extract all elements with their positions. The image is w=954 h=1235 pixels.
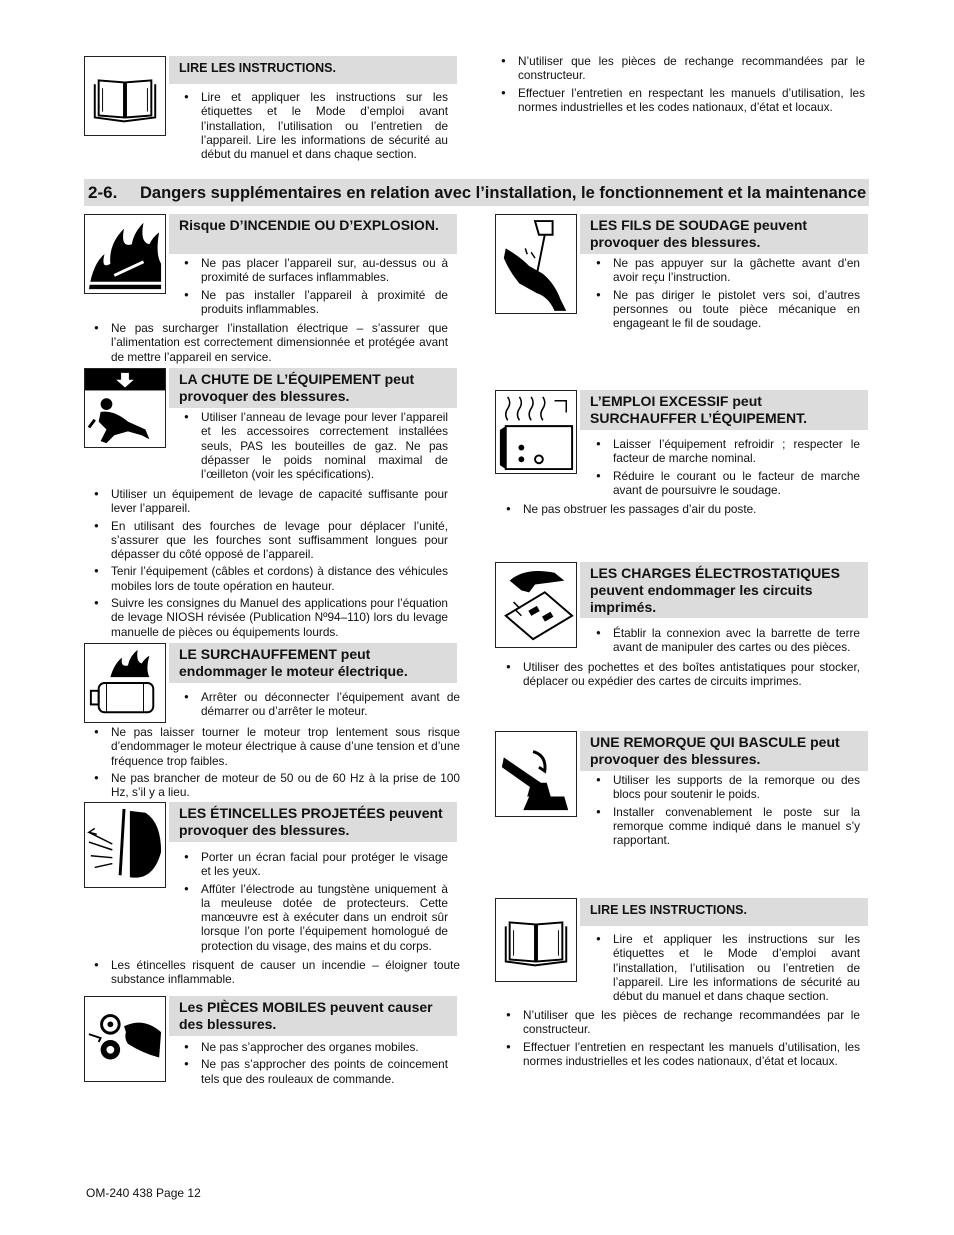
falling-equipment-full-list [94, 487, 448, 642]
list-item: ● En utilisant des fourches de levage pour déplacer l’unité, s’assurer que les fourches sont suffisamment longues pour dépasser du côté opposé de l’appareil. [94, 519, 448, 562]
falling-equipment-list [184, 410, 448, 484]
static-discharge-header: LES CHARGES ÉLECTROSTATIQUES peuvent endommager les circuits imprimés. [580, 562, 868, 618]
fire-header: Risque D’INCENDIE OU D’EXPLOSION. [169, 214, 457, 254]
motor-overheat-full-list [94, 725, 460, 802]
list-item: ● Ne pas obstruer les passages d’air du poste. [506, 502, 860, 516]
welding-wire-icon [495, 214, 577, 314]
equipment-overheat-full-list [506, 502, 860, 519]
list-item: ● Ne pas surcharger l’installation électrique – s’assurer que l’alimentation est correctement dimensionnée et protégée avant de mettre l’appareil en service. [94, 321, 448, 364]
fire-full-list [94, 321, 448, 367]
list-item: ● Effectuer l’entretien en respectant les manuels d’utilisation, les normes industrielles et les codes nationaux, d’état et locaux. [501, 86, 865, 115]
list-item: ● Tenir l’équipement (câbles et cordons) à distance des véhicules mobiles lors de toute opération en hauteur. [94, 564, 448, 593]
static-discharge-list [596, 626, 860, 658]
section-number: 2-6. [88, 183, 118, 202]
list-item: ● Effectuer l’entretien en respectant les manuels d’utilisation, les normes industrielles et les codes nationaux, d’état et locaux. [506, 1040, 860, 1069]
page-footer: OM-240 438 Page 12 [86, 1186, 201, 1200]
list-item: ● Ne pas s’approcher des organes mobiles. [184, 1040, 448, 1054]
list-item: ● Réduire le courant ou le facteur de marche avant de poursuivre le soudage. [596, 469, 860, 498]
read-instructions-list-right [596, 932, 860, 1006]
read-instructions-header-right: LIRE LES INSTRUCTIONS. [580, 898, 868, 926]
list-item: ● Ne pas installer l’appareil à proximité de produits inflammables. [184, 288, 448, 317]
list-item: ● Ne pas laisser tourner le moteur trop lentement sous risque d’endommager le moteur électrique à cause d’une tension et d’une fréquence trop faibles. [94, 725, 460, 768]
list-item: ● Lire et appliquer les instructions sur les étiquettes et le Mode d’emploi avant l’installation, l’utilisation ou l’entretien de l’appareil. Lire les informations de sécurité au début du manuel et dans chaque section. [184, 90, 448, 161]
list-item: ● Porter un écran facial pour protéger le visage et les yeux. [184, 850, 448, 879]
section-title: Dangers supplémentaires en relation avec l’installation, le fonctionnement et la maintenance [140, 184, 867, 202]
list-item: ● Laisser l’équipement refroidir ; respecter le facteur de marche nominal. [596, 437, 860, 466]
flying-sparks-list [184, 850, 448, 956]
list-item: ● Utiliser un équipement de levage de capacité suffisante pour lever l’appareil. [94, 487, 448, 516]
equipment-overheat-header: L’EMPLOI EXCESSIF peut SURCHAUFFER L’ÉQUIPEMENT. [580, 390, 868, 430]
list-item: ● Utiliser des pochettes et des boîtes antistatiques pour stocker, déplacer ou expédier des cartes de circuits imprimes. [506, 660, 860, 689]
list-item: ● Ne pas placer l’appareil sur, au-dessus ou à proximité de surfaces inflammables. [184, 256, 448, 285]
list-item: ● Utiliser l’anneau de levage pour lever l’appareil et les accessoires correctement installées seuls, PAS les bouteilles de gaz. Ne pas dépasser le poids nominal maximal de l’œilleton (voir les spécifications). [184, 410, 448, 481]
list-item: ● N’utiliser que les pièces de rechange recommandées par le constructeur. [506, 1008, 860, 1037]
tipping-trailer-header: UNE REMORQUE QUI BASCULE peut provoquer des blessures. [580, 731, 868, 771]
moving-parts-list [184, 1040, 448, 1089]
list-item: ● Utiliser les supports de la remorque ou des blocs pour soutenir le poids. [596, 773, 860, 802]
list-item: ● Les étincelles risquent de causer un incendie – éloigner toute substance inflammable. [94, 958, 460, 987]
list-item: ● Établir la connexion avec la barrette de terre avant de manipuler des cartes ou des pièces. [596, 626, 860, 655]
list-item: ● Ne pas diriger le pistolet vers soi, d’autres personnes ou toute pièce mécanique en engageant le fil de soudage. [596, 288, 860, 331]
tipping-trailer-list [596, 773, 860, 850]
list-item: ● Ne pas brancher de moteur de 50 ou de 60 Hz à la prise de 100 Hz, s’il y a lieu. [94, 771, 460, 800]
read-instructions-header-top: LIRE LES INSTRUCTIONS. [169, 56, 457, 84]
list-item: ● Ne pas s’approcher des points de coincement tels que des rouleaux de commande. [184, 1057, 448, 1086]
fire-list [184, 256, 448, 319]
welding-wire-header: LES FILS DE SOUDAGE peuvent provoquer des blessures. [580, 214, 868, 254]
moving-parts-header: Les PIÈCES MOBILES peuvent causer des blessures. [169, 996, 457, 1036]
book-icon [495, 898, 577, 982]
static-discharge-full-list [506, 660, 860, 692]
section-title-bar [84, 179, 869, 206]
top-right-list [501, 54, 865, 117]
list-item: ● Ne pas appuyer sur la gâchette avant d’en avoir reçu l’instruction. [596, 256, 860, 285]
welding-wire-list [596, 256, 860, 333]
equipment-overheat-icon [495, 390, 577, 474]
list-item: ● Arrêter ou déconnecter l’équipement avant de démarrer ou d’arrêter le moteur. [184, 690, 460, 719]
static-discharge-icon [495, 562, 577, 648]
read-instructions-full-list-right [506, 1008, 860, 1071]
list-item: ● Affûter l’électrode au tungstène uniquement à la meuleuse dotée de protecteurs. Cette manœuvre est à exécuter dans un endroit sûr lorsque l’on porte l’équipement homologué de protection du visage, des mains et du corps. [184, 882, 448, 953]
falling-equipment-header: LA CHUTE DE L’ÉQUIPEMENT peut provoquer des blessures. [169, 368, 457, 408]
motor-overheat-list [184, 690, 460, 722]
equipment-overheat-list [596, 437, 860, 500]
list-item: ● Installer convenablement le poste sur la remorque comme indiqué dans le manuel s’y rapportant. [596, 805, 860, 848]
flying-sparks-icon [84, 802, 166, 888]
falling-equipment-icon [84, 368, 166, 448]
motor-overheat-icon [84, 643, 166, 723]
moving-parts-icon [84, 996, 166, 1082]
list-item: ● Suivre les consignes du Manuel des applications pour l’équation de levage NIOSH révisée (Publication Nº94–110) lors du levage manuelle de pièces ou équipements lourds. [94, 596, 448, 639]
list-item: ● Lire et appliquer les instructions sur les étiquettes et le Mode d’emploi avant l’installation, l’utilisation ou l’entretien de l’appareil. Lire les informations de sécurité au début du manuel et dans chaque section. [596, 932, 860, 1003]
flying-sparks-full-list [94, 958, 460, 990]
tipping-trailer-icon [495, 731, 577, 817]
book-icon [84, 56, 166, 136]
fire-icon [84, 214, 166, 294]
list-item: ● N’utiliser que les pièces de rechange recommandées par le constructeur. [501, 54, 865, 83]
read-instructions-list-top [184, 90, 448, 164]
motor-overheat-header: LE SURCHAUFFEMENT peut endommager le moteur électrique. [169, 643, 457, 683]
flying-sparks-header: LES ÉTINCELLES PROJETÉES peuvent provoquer des blessures. [169, 802, 457, 842]
